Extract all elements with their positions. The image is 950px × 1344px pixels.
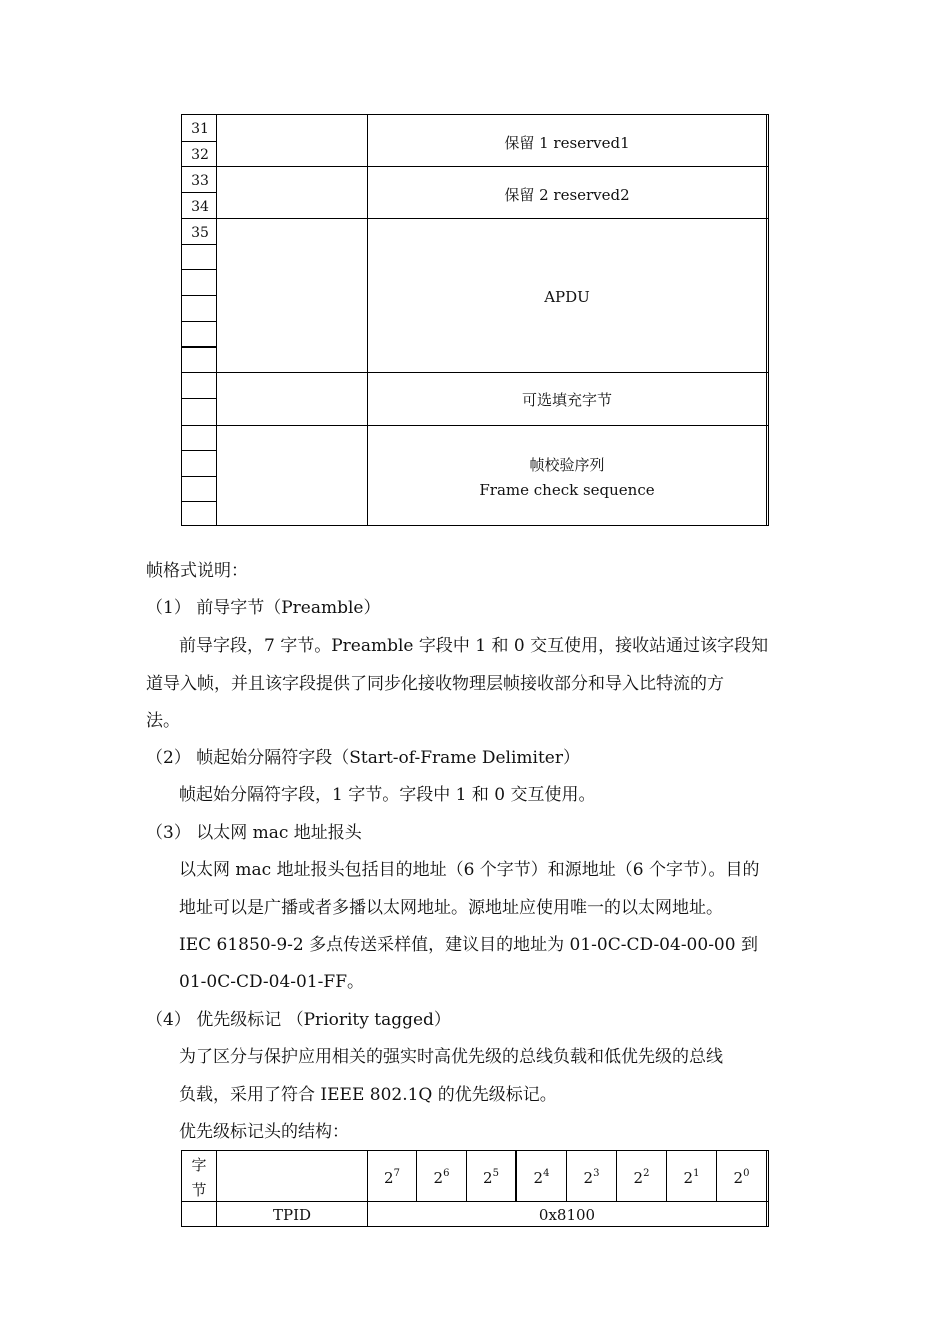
bit-header: $2^2$ bbox=[633, 1168, 650, 1187]
paragraph-line: 负载，采用了符合 IEEE 802.1Q 的优先级标记。 bbox=[179, 1085, 557, 1105]
paragraph-line: 帧起始分隔符字段，1 字节。字段中 1 和 0 交互使用。 bbox=[179, 785, 596, 805]
row-number: 33 bbox=[191, 173, 209, 189]
paragraph-line: 优先级标记头的结构： bbox=[179, 1122, 349, 1142]
byte-label: 字 bbox=[191, 1156, 207, 1174]
row-number: 34 bbox=[191, 199, 209, 215]
section-4-title: （4） 优先级标记 （Priority tagged） bbox=[146, 1010, 451, 1030]
row-number: 32 bbox=[191, 147, 209, 163]
section-heading: 帧格式说明： bbox=[146, 561, 248, 581]
bit-header: $2^0$ bbox=[733, 1168, 750, 1187]
reserved2-field: 保留 2 reserved2 bbox=[504, 186, 630, 204]
fcs-field-cn: 帧校验序列 bbox=[529, 456, 605, 474]
paragraph-line: 地址可以是广播或者多播以太网地址。源地址应使用唯一的以太网地址。 bbox=[179, 898, 723, 918]
paragraph-line: 以太网 mac 地址报头包括目的地址（6 个字节）和源地址（6 个字节）。目的 bbox=[179, 860, 760, 880]
paragraph-line: 法。 bbox=[146, 711, 180, 731]
bit-header: $2^1$ bbox=[683, 1168, 700, 1187]
padding-field: 可选填充字节 bbox=[521, 391, 612, 409]
bit-header: $2^3$ bbox=[583, 1168, 600, 1187]
tpid-value: 0x8100 bbox=[538, 1206, 596, 1224]
byte-label: 节 bbox=[191, 1181, 207, 1199]
paragraph-line: 为了区分与保护应用相关的强实时高优先级的总线负载和低优先级的总线 bbox=[179, 1047, 723, 1067]
bit-header: $2^5$ bbox=[483, 1168, 499, 1187]
paragraph-line: 前导字段，7 字节。Preamble 字段中 1 和 0 交互使用，接收站通过该字段知 bbox=[179, 636, 769, 656]
apdu-field: APDU bbox=[544, 288, 590, 306]
bit-header: $2^4$ bbox=[533, 1168, 550, 1187]
row-number: 31 bbox=[191, 121, 209, 137]
row-number: 35 bbox=[191, 225, 209, 241]
reserved1-field: 保留 1 reserved1 bbox=[504, 134, 630, 152]
paragraph-line: 道导入帧，并且该字段提供了同步化接收物理层帧接收部分和导入比特流的方 bbox=[146, 674, 724, 694]
section-1-title: （1） 前导字节（Preamble） bbox=[146, 598, 381, 618]
bit-header: $2^6$ bbox=[433, 1168, 450, 1187]
paragraph-line: 01-0C-CD-04-01-FF。 bbox=[179, 972, 364, 992]
fcs-field-en: Frame check sequence bbox=[479, 481, 655, 499]
bit-header: $2^7$ bbox=[384, 1168, 400, 1187]
section-3-title: （3） 以太网 mac 地址报头 bbox=[146, 823, 362, 843]
tpid-label: TPID bbox=[272, 1206, 312, 1224]
paragraph-line: IEC 61850-9-2 多点传送采样值，建议目的地址为 01-0C-CD-04-00-00 到 bbox=[179, 935, 758, 955]
section-2-title: （2） 帧起始分隔符字段（Start-of-Frame Delimiter） bbox=[146, 748, 580, 768]
